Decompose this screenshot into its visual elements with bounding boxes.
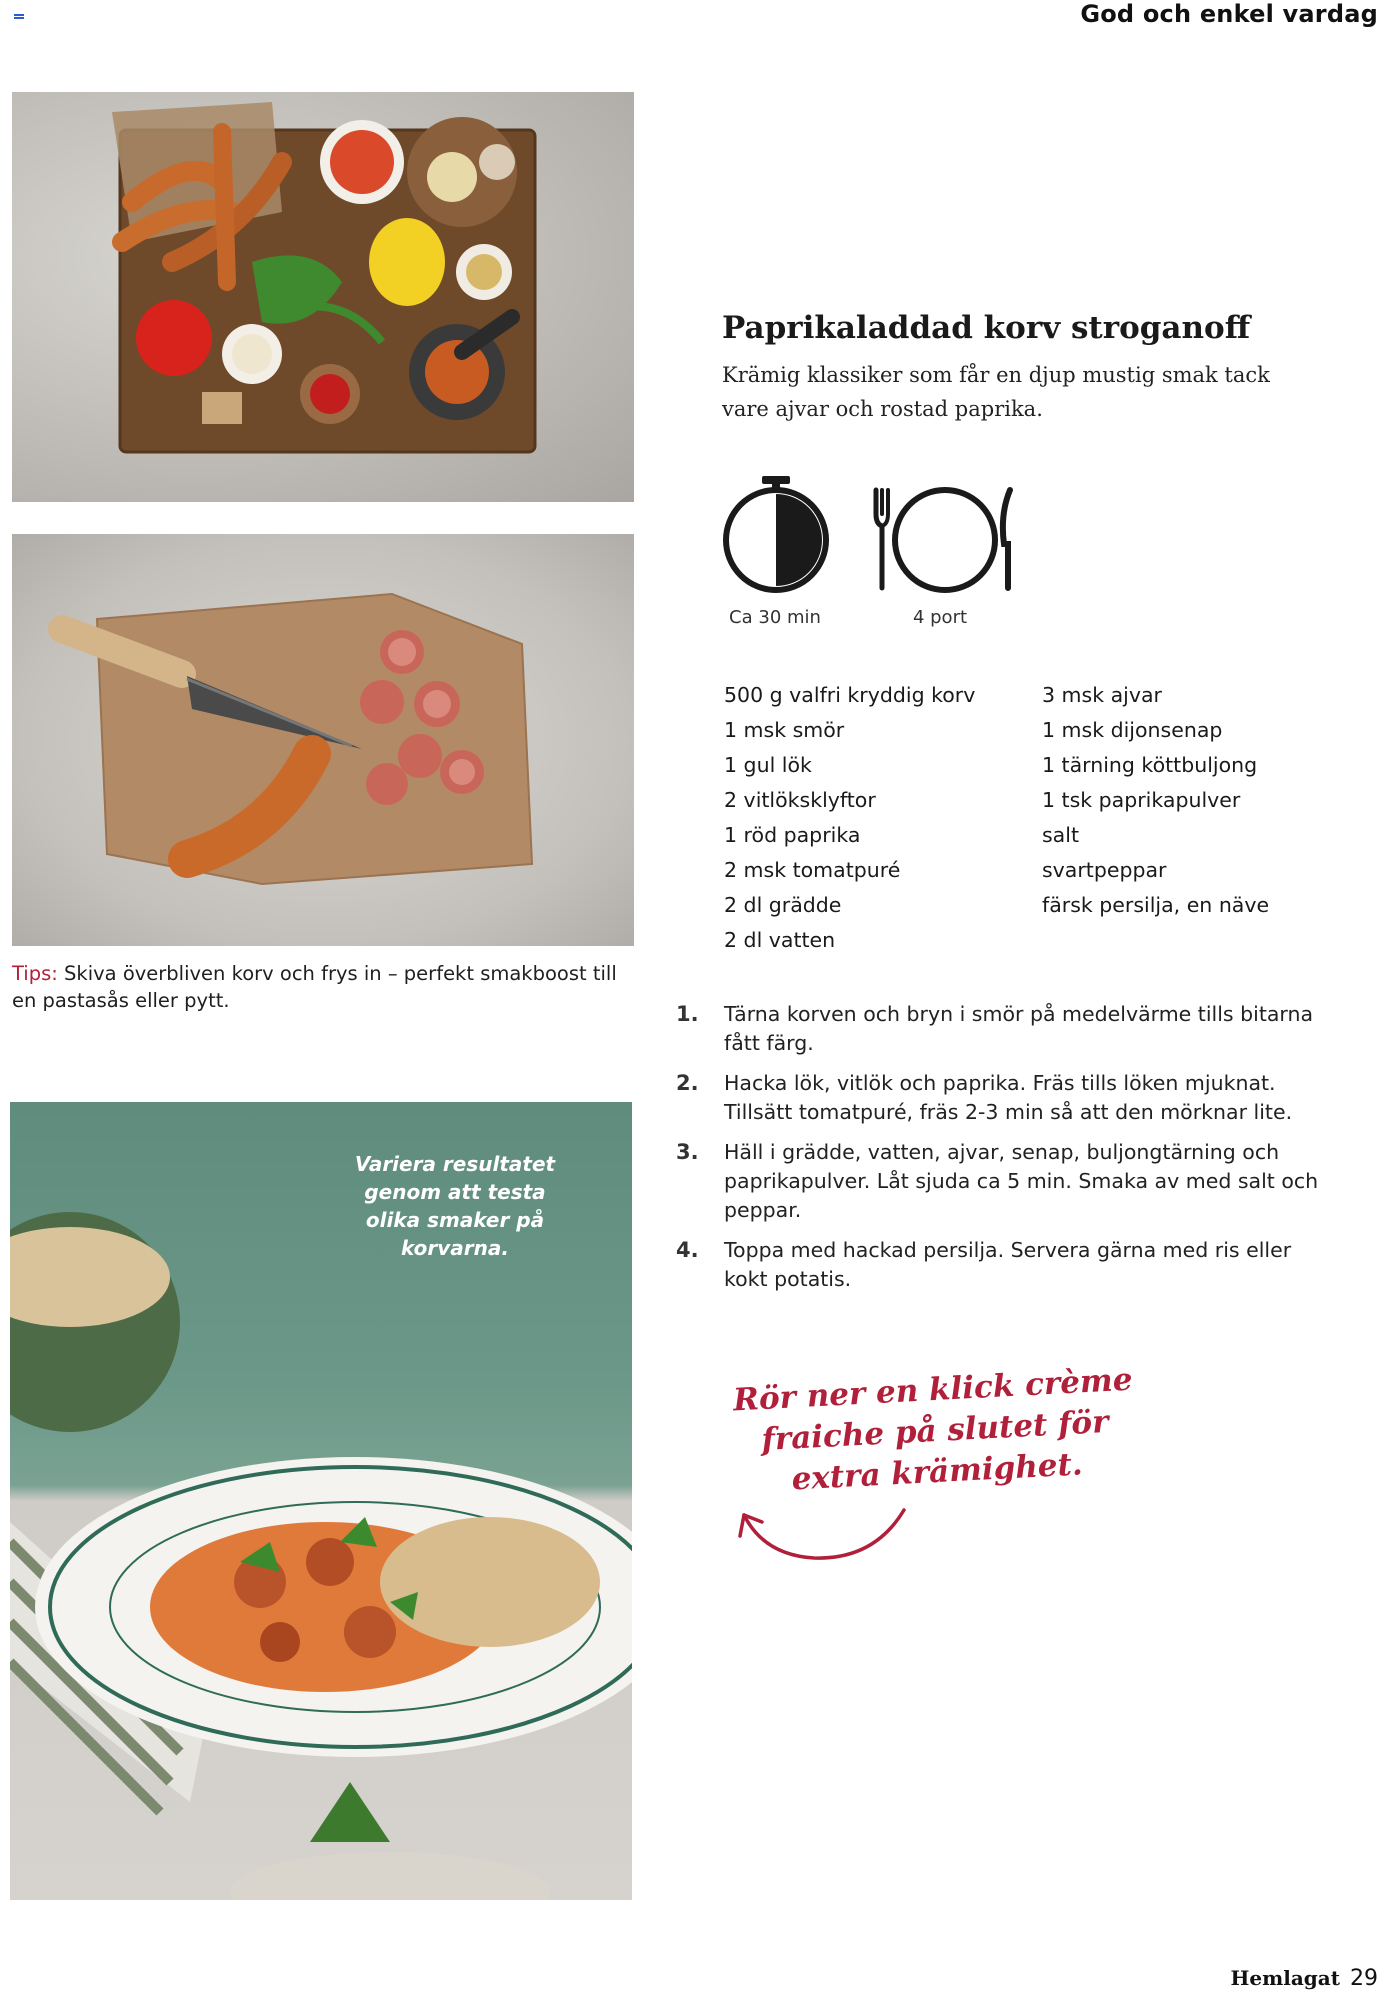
step-number: 3. [676,1140,699,1164]
menu-icon[interactable] [14,14,24,22]
ingredient-item: 1 gul lök [724,753,812,777]
step-text: Toppa med hackad persilja. Servera gärna med ris eller kokt potatis. [724,1238,1292,1291]
ingredients-left [724,678,975,958]
instruction-step [672,1069,1322,1127]
instructions-list [672,1000,1322,1305]
ingredient-item: svartpeppar [1042,858,1167,882]
ingredient-item: salt [1042,823,1079,847]
note-line: fraiche på slutet för [760,1403,1110,1459]
ingredients-right [1042,678,1269,923]
ingredient-item: 2 dl vatten [724,928,836,952]
step-text: Hacka lök, vitlök och paprika. Fräs tills löken mjuknat. Tillsätt tomatpuré, fräs 2-3 min så att den mörknar lite. [724,1071,1293,1124]
ingredient-item: 2 vitlöksklyftor [724,788,876,812]
stopwatch-icon [720,474,832,594]
ingredient-item: 1 tärning köttbuljong [1042,753,1258,777]
overlay-line: Variera resultatet [354,1152,556,1176]
instruction-step [672,1138,1322,1225]
step-number: 1. [676,1002,699,1026]
ingredient-item: 1 tsk paprikapulver [1042,788,1241,812]
curved-arrow-icon [734,1500,914,1570]
cook-time: Ca 30 min [729,607,821,628]
instruction-step [672,1236,1322,1294]
note-line: extra krämighet. [790,1446,1084,1498]
handwritten-note [727,1359,1143,1503]
magazine-brand: Hemlagat [1230,1966,1340,1990]
ingredient-item: 1 msk dijonsenap [1042,718,1223,742]
recipe-title: Paprikaladdad korv stroganoff [722,310,1251,346]
ingredients-photo [12,92,634,502]
ingredient-item: 500 g valfri kryddig korv [724,683,976,707]
page-number: 29 [1350,1966,1378,1991]
photo-overlay-text [340,1150,570,1262]
recipe-subtitle: Krämig klassiker som får en djup mustig smak tack vare ajvar och rostad paprika. [722,363,1270,421]
portions: 4 port [912,607,968,628]
instruction-step [672,1000,1322,1058]
ingredient-item: 1 msk smör [724,718,845,742]
step-text: Häll i grädde, vatten, ajvar, senap, buljongtärning och paprikapulver. Låt sjuda ca 5 min. Smaka av med salt och peppar. [724,1140,1319,1222]
ingredient-item: 1 röd paprika [724,823,861,847]
tips-label: Tips: [12,962,58,985]
ingredient-item: 2 msk tomatpuré [724,858,901,882]
page-footer [1230,1966,1378,1991]
step-number: 2. [676,1071,699,1095]
step-number: 4. [676,1238,699,1262]
note-line: Rör ner en klick crème [732,1361,1134,1419]
sliced-sausage-photo [12,534,634,946]
step-text: Tärna korven och bryn i smör på medelvärme tills bitarna fått färg. [724,1002,1314,1055]
ingredient-item: 2 dl grädde [724,893,842,917]
section-title: God och enkel vardag [1080,0,1378,28]
overlay-line: korvarna. [401,1236,509,1260]
plate-cutlery-icon [872,484,1018,594]
tips-text [12,960,634,1014]
ingredient-item: 3 msk ajvar [1042,683,1162,707]
overlay-line: olika smaker på [365,1208,545,1232]
overlay-line: genom att testa [364,1180,546,1204]
ingredient-item: färsk persilja, en näve [1042,893,1270,917]
tips-body: Skiva överbliven korv och frys in – perfekt smakboost till en pastasås eller pytt. [12,962,617,1012]
